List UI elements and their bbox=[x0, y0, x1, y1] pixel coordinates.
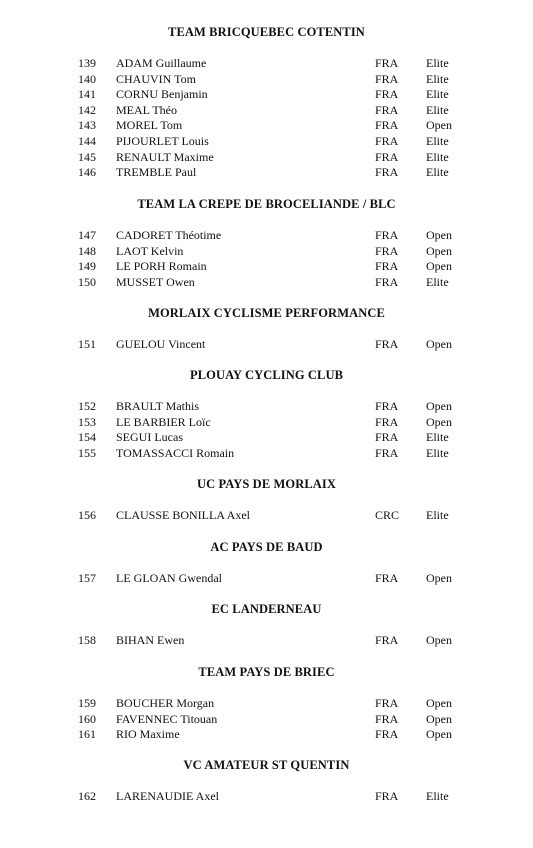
rider-name: LE GLOAN Gwendal bbox=[116, 571, 222, 585]
rider-name: LE PORH Romain bbox=[116, 259, 207, 274]
rider-row bbox=[0, 788, 533, 804]
rider-category: Elite bbox=[426, 102, 449, 117]
rider-name: LAOT Kelvin bbox=[116, 243, 184, 258]
rider-number: 142 bbox=[78, 102, 96, 117]
rider-row bbox=[0, 86, 533, 102]
rider-category: Elite bbox=[426, 789, 449, 803]
rider-name: TREMBLE Paul bbox=[116, 165, 197, 180]
rider-row bbox=[0, 117, 533, 133]
rider-nationality: FRA bbox=[375, 134, 399, 148]
rider-row bbox=[0, 570, 533, 586]
rider-number: 140 bbox=[78, 71, 96, 86]
rider-number: 148 bbox=[78, 243, 96, 258]
rider-category: Elite bbox=[426, 430, 449, 445]
rider-name: MEAL Théo bbox=[116, 102, 177, 117]
rider-nationality: FRA bbox=[375, 399, 399, 413]
rider-nationality: FRA bbox=[375, 727, 399, 742]
rider-nationality: FRA bbox=[375, 430, 399, 445]
rider-row bbox=[0, 507, 533, 523]
rider-row bbox=[0, 227, 533, 243]
rider-row bbox=[0, 711, 533, 727]
rider-nationality: FRA bbox=[375, 243, 399, 258]
rider-category: Elite bbox=[426, 56, 449, 70]
rider-row bbox=[0, 149, 533, 165]
rider-number: 141 bbox=[78, 87, 96, 102]
rider-category: Open bbox=[426, 337, 452, 351]
team-heading: AC PAYS DE BAUD bbox=[210, 540, 323, 554]
rider-name: FAVENNEC Titouan bbox=[116, 711, 218, 726]
rider-name: MUSSET Owen bbox=[116, 274, 195, 289]
rider-row bbox=[0, 55, 533, 71]
rider-row bbox=[0, 71, 533, 87]
rider-row bbox=[0, 414, 533, 430]
rider-row bbox=[0, 133, 533, 149]
rider-nationality: FRA bbox=[375, 102, 399, 117]
rider-nationality: FRA bbox=[375, 56, 399, 70]
rider-name: BRAULT Mathis bbox=[116, 399, 200, 413]
rider-row bbox=[0, 726, 533, 742]
rider-row bbox=[0, 398, 533, 414]
rider-number: 156 bbox=[78, 508, 96, 522]
rider-nationality: FRA bbox=[375, 259, 399, 274]
rider-number: 146 bbox=[78, 165, 96, 180]
rider-number: 149 bbox=[78, 259, 96, 274]
rider-row bbox=[0, 632, 533, 648]
team-heading: TEAM LA CREPE DE BROCELIANDE / BLC bbox=[137, 197, 396, 211]
rider-category: Elite bbox=[426, 71, 449, 86]
rider-category: Elite bbox=[426, 445, 449, 460]
rider-number: 158 bbox=[78, 633, 96, 647]
rider-nationality: FRA bbox=[375, 711, 399, 726]
rider-row bbox=[0, 164, 533, 180]
rider-row bbox=[0, 274, 533, 290]
rider-nationality: FRA bbox=[375, 445, 399, 460]
rider-nationality: FRA bbox=[375, 696, 399, 710]
rider-number: 145 bbox=[78, 149, 96, 164]
rider-number: 151 bbox=[78, 337, 96, 351]
rider-category: Open bbox=[426, 228, 452, 242]
rider-category: Elite bbox=[426, 87, 449, 102]
rider-name: CHAUVIN Tom bbox=[116, 71, 196, 86]
rider-category: Open bbox=[426, 414, 452, 429]
rider-category: Open bbox=[426, 571, 452, 585]
team-heading: TEAM BRICQUEBEC COTENTIN bbox=[168, 25, 365, 39]
rider-number: 162 bbox=[78, 789, 96, 803]
rider-name: SEGUI Lucas bbox=[116, 430, 183, 445]
rider-nationality: FRA bbox=[375, 228, 399, 242]
team-heading: PLOUAY CYCLING CLUB bbox=[189, 368, 344, 382]
rider-name: RENAULT Maxime bbox=[116, 149, 214, 164]
rider-nationality: FRA bbox=[375, 633, 399, 647]
rider-number: 147 bbox=[78, 228, 96, 242]
rider-name: CADORET Théotime bbox=[116, 228, 222, 242]
rider-number: 143 bbox=[78, 118, 96, 133]
rider-number: 150 bbox=[78, 274, 96, 289]
rider-name: CORNU Benjamin bbox=[116, 87, 208, 102]
rider-nationality: FRA bbox=[375, 118, 399, 133]
rider-name: LE BARBIER Loïc bbox=[116, 414, 211, 429]
rider-nationality: FRA bbox=[375, 274, 399, 289]
rider-category: Open bbox=[426, 633, 452, 647]
team-heading: VC AMATEUR ST QUENTIN bbox=[183, 758, 350, 772]
team-heading: TEAM PAYS DE BRIEC bbox=[198, 665, 335, 679]
rider-name: BOUCHER Morgan bbox=[116, 696, 215, 710]
rider-number: 161 bbox=[78, 727, 96, 742]
rider-row bbox=[0, 243, 533, 259]
rider-name: ADAM Guillaume bbox=[116, 56, 207, 70]
rider-nationality: CRC bbox=[375, 508, 400, 522]
rider-name: GUELOU Vincent bbox=[116, 337, 206, 351]
team-heading: EC LANDERNEAU bbox=[211, 602, 322, 616]
rider-row bbox=[0, 445, 533, 461]
rider-nationality: FRA bbox=[375, 571, 399, 585]
rider-category: Open bbox=[426, 696, 452, 710]
rider-name: CLAUSSE BONILLA Axel bbox=[116, 508, 251, 522]
rider-category: Open bbox=[426, 118, 452, 133]
rider-nationality: FRA bbox=[375, 165, 399, 180]
rider-nationality: FRA bbox=[375, 337, 399, 351]
rider-category: Elite bbox=[426, 165, 449, 180]
rider-category: Open bbox=[426, 711, 452, 726]
rider-category: Open bbox=[426, 259, 452, 274]
rider-number: 155 bbox=[78, 445, 96, 460]
rider-number: 139 bbox=[78, 56, 96, 70]
rider-number: 157 bbox=[78, 571, 96, 585]
rider-row bbox=[0, 695, 533, 711]
rider-nationality: FRA bbox=[375, 71, 399, 86]
rider-number: 159 bbox=[78, 696, 96, 710]
rider-category: Elite bbox=[426, 149, 449, 164]
rider-category: Open bbox=[426, 399, 452, 413]
rider-category: Elite bbox=[426, 274, 449, 289]
rider-category: Open bbox=[426, 243, 452, 258]
rider-name: BIHAN Ewen bbox=[116, 633, 185, 647]
rider-category: Elite bbox=[426, 508, 449, 522]
team-heading: MORLAIX CYCLISME PERFORMANCE bbox=[148, 306, 385, 320]
rider-number: 144 bbox=[78, 134, 96, 148]
rider-row bbox=[0, 102, 533, 118]
team-heading: UC PAYS DE MORLAIX bbox=[197, 477, 336, 491]
rider-number: 153 bbox=[78, 414, 96, 429]
rider-category: Open bbox=[426, 727, 452, 742]
rider-number: 160 bbox=[78, 711, 96, 726]
rider-nationality: FRA bbox=[375, 149, 399, 164]
rider-name: TOMASSACCI Romain bbox=[116, 445, 235, 460]
rider-nationality: FRA bbox=[375, 789, 399, 803]
rider-name: PIJOURLET Louis bbox=[116, 134, 209, 148]
rider-row bbox=[0, 429, 533, 445]
rider-row bbox=[0, 258, 533, 274]
rider-number: 152 bbox=[78, 399, 96, 413]
rider-name: RIO Maxime bbox=[116, 727, 180, 742]
rider-number: 154 bbox=[78, 430, 96, 445]
rider-nationality: FRA bbox=[375, 414, 399, 429]
rider-nationality: FRA bbox=[375, 87, 399, 102]
rider-name: MOREL Tom bbox=[116, 118, 183, 133]
rider-category: Elite bbox=[426, 134, 449, 148]
rider-row bbox=[0, 336, 533, 352]
rider-name: LARENAUDIE Axel bbox=[116, 789, 219, 803]
